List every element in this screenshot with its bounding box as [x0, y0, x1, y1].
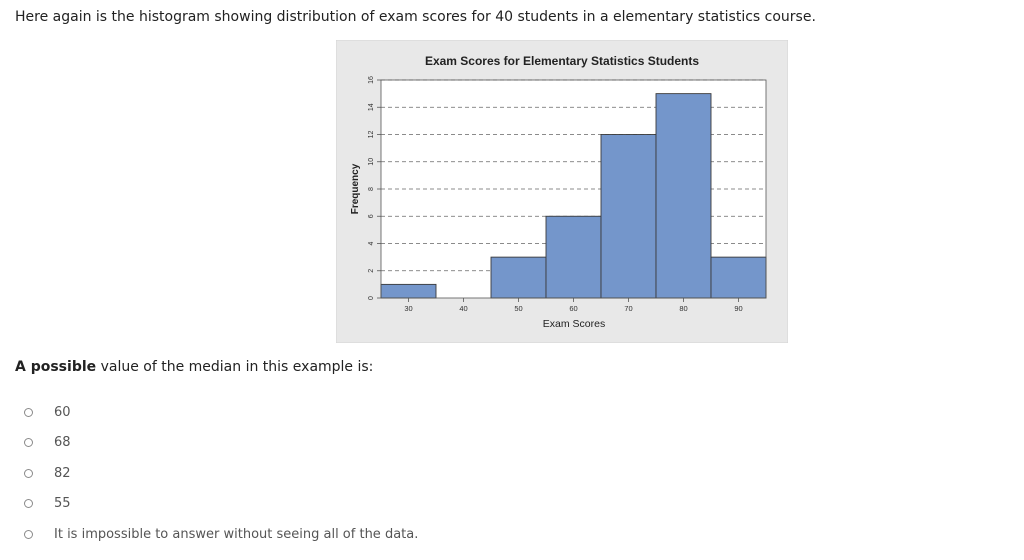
question-text [15, 359, 373, 375]
option-82[interactable] [24, 463, 71, 483]
question-emphasis: A possible [15, 359, 97, 375]
y-tick-label: 2 [368, 268, 375, 273]
y-tick-label: 0 [368, 296, 375, 300]
radio-button[interactable] [24, 499, 33, 508]
x-tick-label: 50 [514, 304, 523, 313]
option-label: 55 [54, 495, 71, 511]
histogram-bar [656, 94, 711, 298]
y-axis-label: Frequency [350, 163, 361, 215]
x-tick-label: 90 [734, 304, 743, 313]
histogram-bar [491, 257, 546, 298]
x-tick-label: 60 [569, 304, 578, 313]
x-tick-label: 30 [404, 304, 413, 313]
histogram-bar [711, 257, 766, 298]
y-tick-label: 6 [368, 214, 375, 219]
chart-title: Exam Scores for Elementary Statistics Students [424, 54, 700, 68]
y-tick-label: 4 [368, 241, 375, 246]
option-impossible[interactable] [24, 524, 418, 544]
option-label: 60 [54, 404, 71, 420]
histogram-chart [336, 40, 788, 343]
x-tick-label: 40 [459, 304, 468, 313]
y-tick-label: 12 [368, 130, 375, 139]
histogram-bar [381, 284, 436, 298]
histogram-bar [601, 135, 656, 299]
x-tick-label: 80 [679, 304, 688, 313]
x-axis-label: Exam Scores [542, 318, 606, 330]
radio-button[interactable] [24, 530, 33, 539]
radio-button[interactable] [24, 408, 33, 417]
option-label: It is impossible to answer without seeing all of the data. [54, 526, 419, 542]
option-55[interactable] [24, 493, 71, 513]
y-tick-label: 16 [368, 76, 375, 84]
intro-text: Here again is the histogram showing distribution of exam scores for 40 students in a elementary statistics course. [15, 9, 816, 25]
radio-button[interactable] [24, 469, 33, 478]
question-rest: value of the median in this example is: [96, 359, 374, 375]
y-tick-label: 8 [368, 187, 375, 191]
y-tick-label: 10 [368, 157, 375, 166]
option-label: 82 [54, 465, 71, 481]
histogram-bar [546, 216, 601, 298]
histogram-svg [336, 40, 788, 343]
x-tick-label: 70 [624, 304, 633, 313]
option-label: 68 [54, 434, 71, 450]
option-60[interactable] [24, 402, 71, 422]
radio-button[interactable] [24, 438, 33, 447]
y-tick-label: 14 [368, 103, 375, 112]
option-68[interactable] [24, 432, 71, 452]
